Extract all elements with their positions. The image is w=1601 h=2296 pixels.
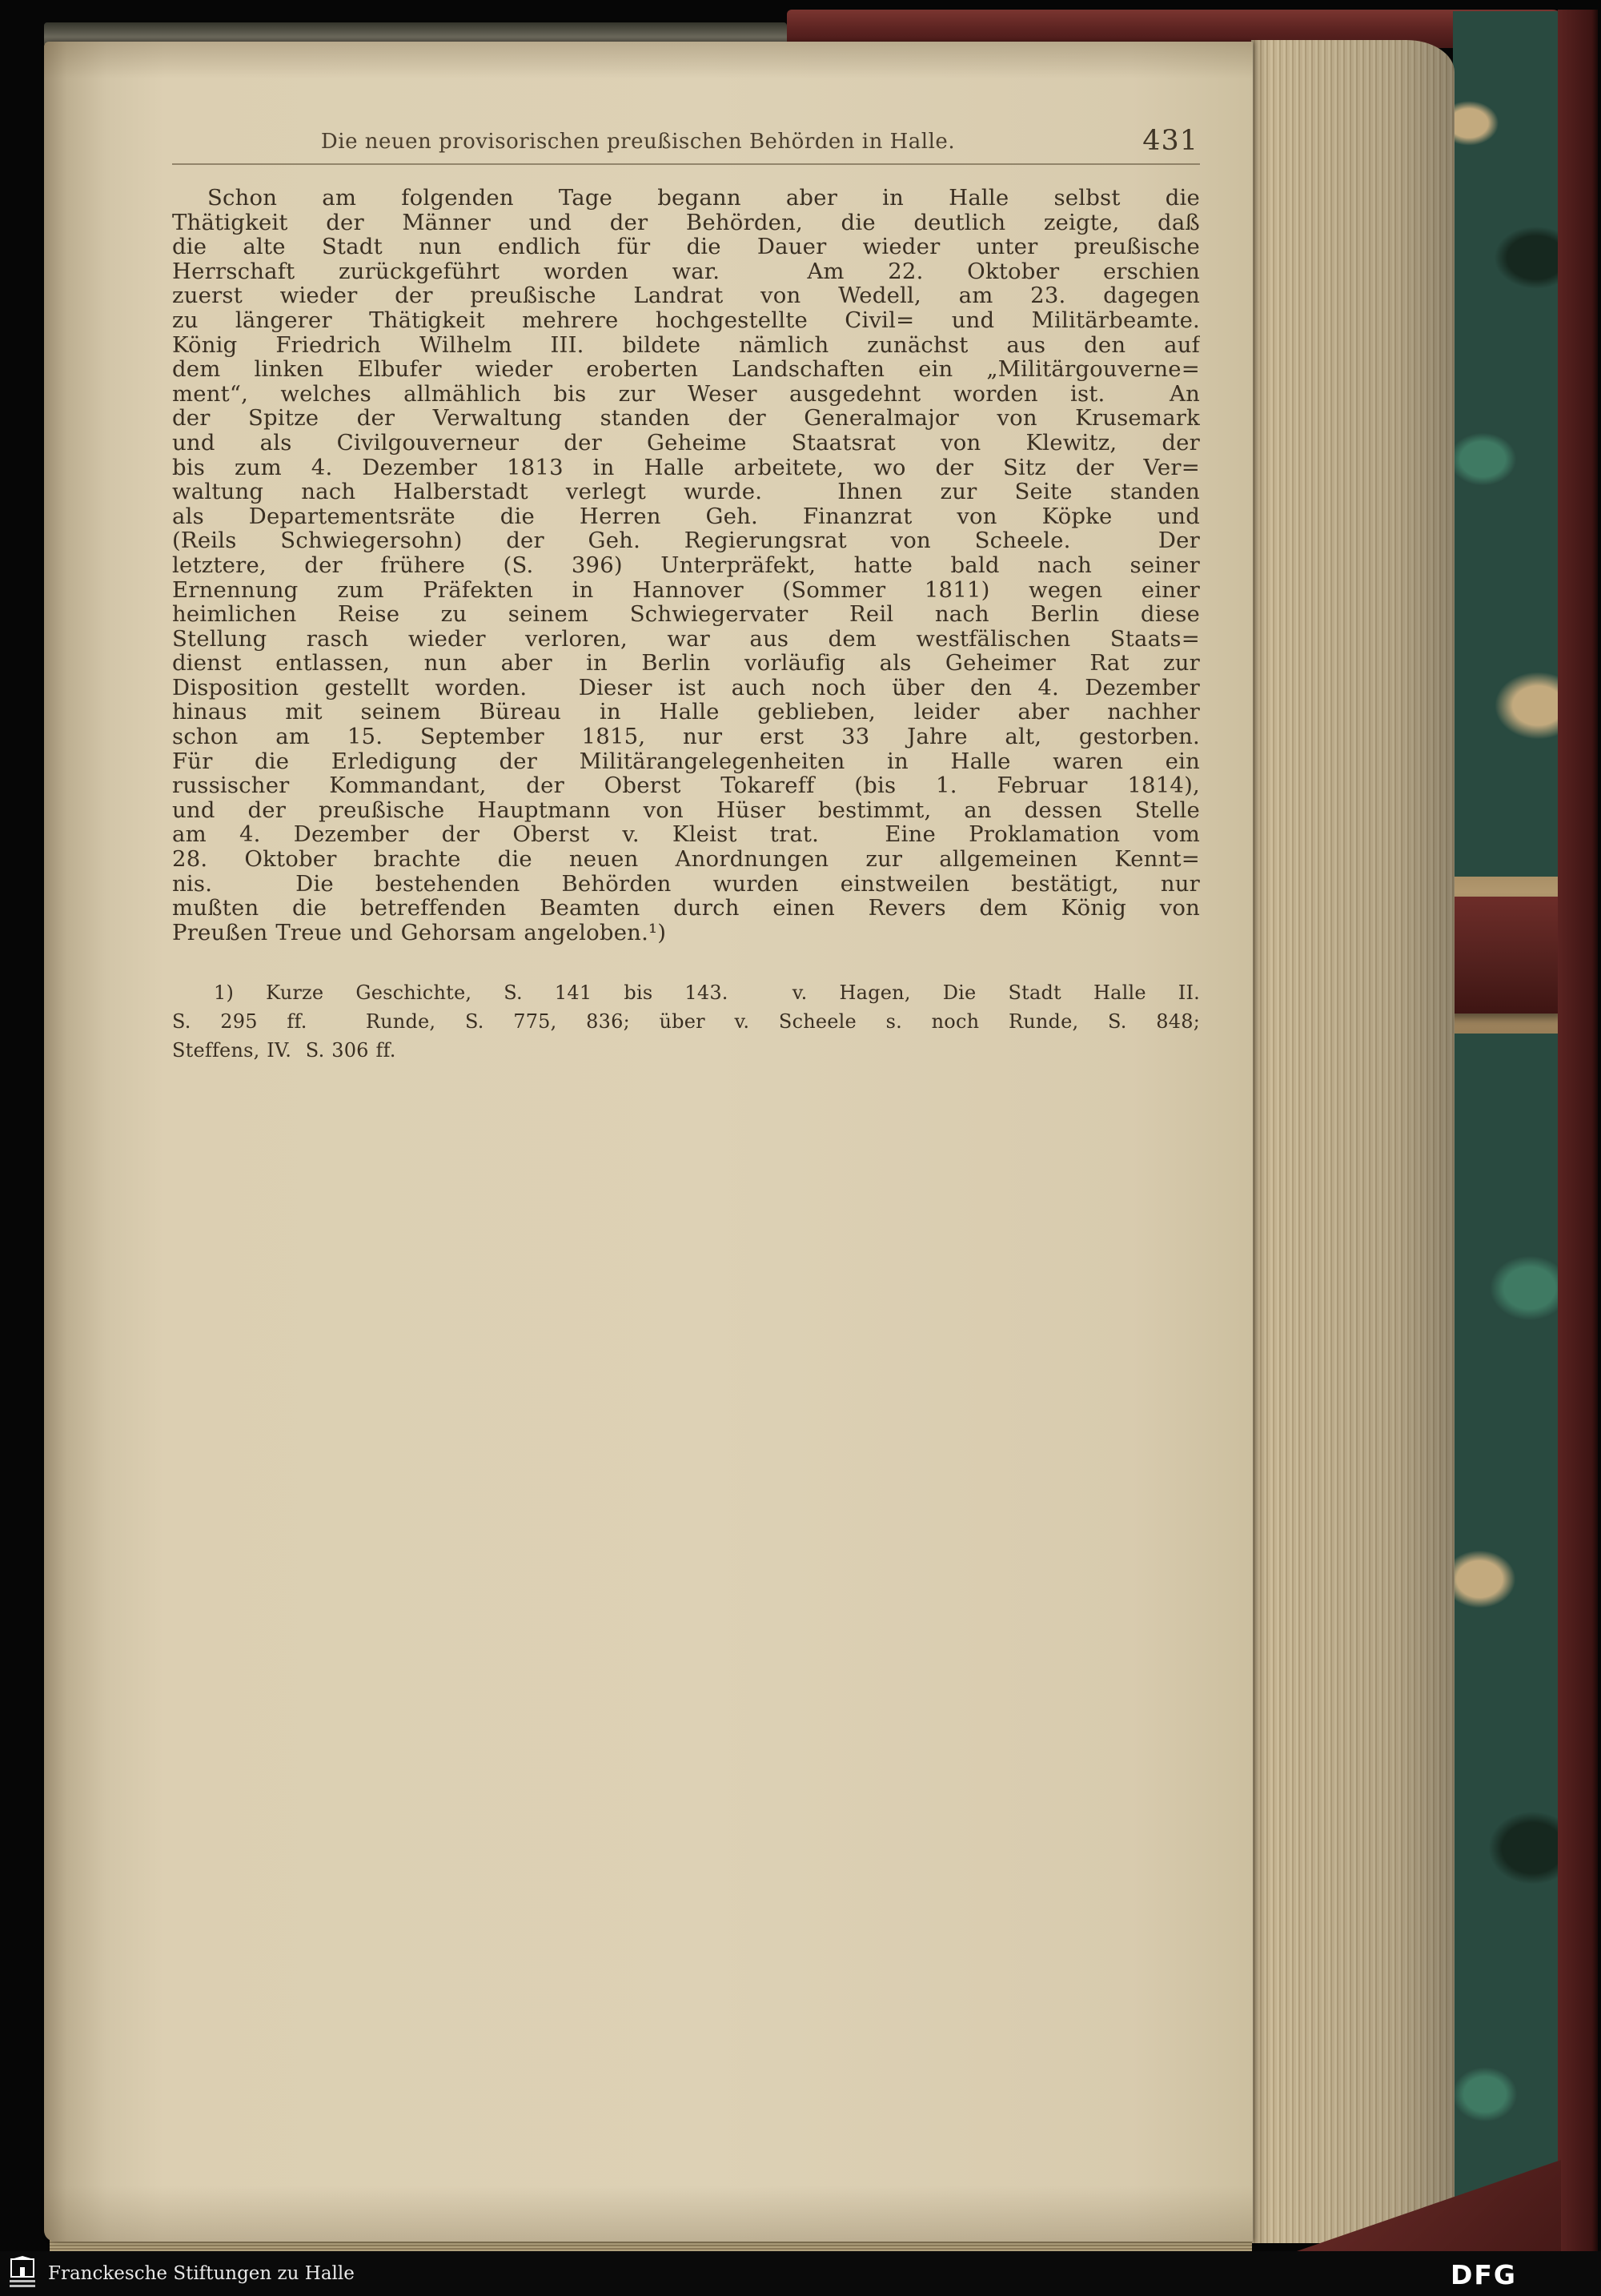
leather-clasp [1441,897,1566,1014]
running-title: Die neuen provisorischen preußischen Behörden in Halle. [320,130,956,154]
page-header [172,125,1200,162]
text-line: hinaus mit seinem Büreau in Halle geblieben, leider aber nachher [172,700,1200,725]
text-line: (Reils Schwiegersohn) der Geh. Regierungsrat von Scheele. Der [172,528,1200,553]
footnote [172,978,1200,1065]
text-line: ment“, welches allmählich bis zur Weser ausgedehnt worden ist. An [172,381,1200,407]
text-line: schon am 15. September 1815, nur erst 33 Jahre alt, gestorben. [172,725,1200,749]
text-line: 28. Oktober brachte die neuen Anordnungen zur allgemeinen Kennt= [172,847,1200,872]
text-line: heimlichen Reise zu seinem Schwiegervater Reil nach Berlin diese [172,602,1200,627]
text-line: bis zum 4. Dezember 1813 in Halle arbeitete, wo der Sitz der Ver= [172,455,1200,480]
page-number: 431 [1142,125,1198,157]
text-line: russischer Kommandant, der Oberst Tokareff (bis 1. Februar 1814), [172,773,1200,798]
footnote-line: 1) Kurze Geschichte, S. 141 bis 143. v. Hagen, Die Stadt Halle II. [214,981,1200,1005]
text-line: Preußen Treue und Gehorsam angeloben.¹) [172,920,667,945]
text-line: letztere, der frühere (S. 396) Unterpräfekt, hatte bald nach seiner [172,552,1200,578]
footnote-line: S. 295 ff. Runde, S. 775, 836; über v. Scheele s. noch Runde, S. 848; [172,1010,1200,1034]
text-line: Disposition gestellt worden. Dieser ist auch noch über den 4. Dezember [172,675,1200,700]
marbled-cover [1453,11,1559,2251]
text-line: dem linken Elbufer wieder eroberten Landschaften ein „Militärgouverne= [172,357,1200,382]
text-line: Schon am folgenden Tage begann aber in Halle selbst die [207,186,1200,211]
text-line: Herrschaft zurückgeführt worden war. Am 22. Oktober erschien [172,259,1200,284]
text-line: Ernennung zum Präfekten in Hannover (Sommer 1811) wegen einer [172,577,1200,603]
text-line: Thätigkeit der Männer und der Behörden, die deutlich zeigte, daß [172,210,1200,235]
text-line: König Friedrich Wilhelm III. bildete nämlich zunächst aus den auf [172,332,1200,358]
text-line: am 4. Dezember der Oberst v. Kleist trat. Eine Proklamation vom [172,822,1200,848]
fanned-page-edges [1251,40,1455,2243]
footnote-line: Steffens, IV. S. 306 ff. [172,1039,396,1062]
text-line: waltung nach Halberstadt verlegt wurde. Ihnen zur Seite standen [172,480,1200,504]
book-page [44,42,1253,2242]
footer-attribution: Franckesche Stiftungen zu Halle [48,2263,355,2284]
text-line: zu längerer Thätigkeit mehrere hochgestellte Civil= und Militärbeamte. [172,307,1200,333]
text-line: der Spitze der Verwaltung standen der Generalmajor von Krusemark [172,406,1200,431]
footer-attribution-group [6,2256,355,2291]
body-text [172,186,1200,945]
text-line: mußten die betreffenden Beamten durch einen Revers dem König von [172,896,1200,921]
scan-footer-bar [0,2251,1601,2296]
text-line: Für die Erledigung der Militärangelegenheiten in Halle waren ein [172,749,1200,774]
text-line: zuerst wieder der preußische Landrat von Wedell, am 23. dagegen [172,283,1200,308]
text-line: die alte Stadt nun endlich für die Dauer wieder unter preußische [172,235,1200,259]
dfg-logo: DFG [1451,2259,1518,2290]
leather-spine [1558,10,1598,2251]
header-rule [172,163,1200,165]
text-line: dienst entlassen, nun aber in Berlin vorläufig als Geheimer Rat zur [172,651,1200,676]
text-line: und als Civilgouverneur der Geheime Staatsrat von Klewitz, der [172,430,1200,456]
text-line: als Departementsräte die Herren Geh. Finanzrat von Köpke und [172,504,1200,529]
text-line: Stellung rasch wieder verloren, war aus dem westfälischen Staats= [172,626,1200,652]
franckesche-stiftungen-logo [6,2256,38,2291]
page-content [172,125,1200,1065]
text-line: nis. Die bestehenden Behörden wurden einstweilen bestätigt, nur [172,871,1200,897]
text-line: und der preußische Hauptmann von Hüser bestimmt, an dessen Stelle [172,797,1200,823]
